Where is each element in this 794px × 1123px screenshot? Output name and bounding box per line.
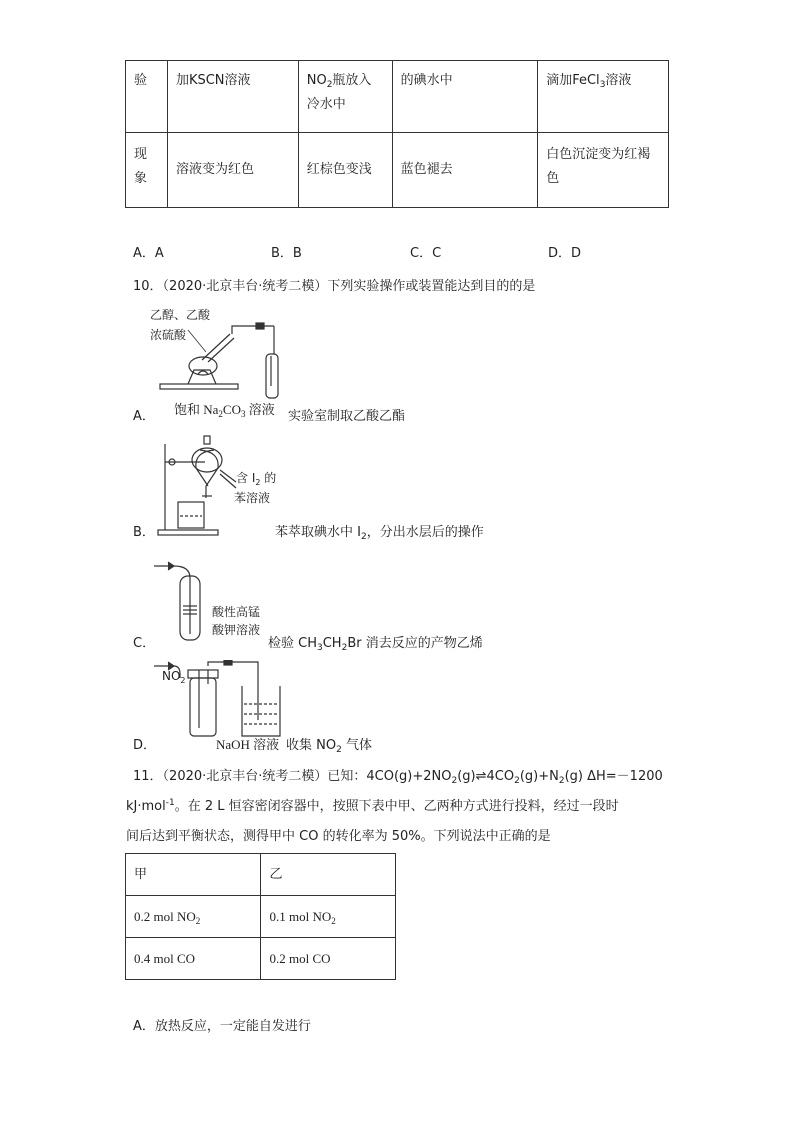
subscript: 2 xyxy=(451,776,458,786)
figure-label: 酸钾溶液 xyxy=(212,623,261,637)
option-d-text-part: 收集 NO xyxy=(286,738,337,753)
option-a: A．A xyxy=(133,246,164,261)
table-row xyxy=(126,854,396,896)
table-cell-text: 滴加FeCl xyxy=(546,73,600,88)
table-cell-text: 冷水中 xyxy=(306,97,346,112)
figure-label: 酸性高锰 xyxy=(212,605,261,619)
q11-text: 。在 2 L 恒容密闭容器中，按照下表中甲、乙两种方式进行投料，经过一段时 xyxy=(174,799,619,814)
table-cell xyxy=(261,896,396,938)
option-b-text-part: ，分出水层后的操作 xyxy=(366,525,484,540)
option-c-text-part: CH xyxy=(322,636,342,651)
table-cell xyxy=(538,133,669,208)
option-c: C．C xyxy=(410,246,442,261)
figure-label: 苯溶液 xyxy=(234,491,271,505)
option-c-text xyxy=(268,634,483,654)
caption-text: 饱和 Na xyxy=(174,402,219,417)
subscript: 2 xyxy=(558,776,565,786)
table-cell xyxy=(126,61,168,133)
subscript: 3 xyxy=(599,80,606,90)
table-cell xyxy=(298,61,392,133)
option-b-label: B． xyxy=(133,525,155,540)
ester-synthesis-apparatus xyxy=(148,304,288,414)
table-cell xyxy=(261,854,396,896)
table-cell xyxy=(298,133,392,208)
figure-label xyxy=(162,669,186,685)
option-a-text: 实验室制取乙酸乙酯 xyxy=(288,409,406,424)
table-row xyxy=(126,896,396,938)
subscript: 2 xyxy=(326,80,333,90)
table-header: 甲 xyxy=(134,866,148,882)
question-11-option-a: A．放热反应，一定能自发进行 xyxy=(133,1019,311,1034)
subscript: 2 xyxy=(255,478,261,487)
test-tube-apparatus xyxy=(150,556,280,646)
q11-text: (g)+N xyxy=(519,769,559,784)
table-cell xyxy=(126,938,261,980)
subscript: 2 xyxy=(514,776,520,786)
option-d-text-part: 气体 xyxy=(341,738,372,753)
table-cell-text: 蓝色褪去 xyxy=(400,162,453,177)
subscript: 2 xyxy=(195,915,201,926)
q11-text: (g) ΔH=－1200 xyxy=(564,769,663,784)
table-row xyxy=(126,133,669,208)
superscript: -1 xyxy=(165,798,175,808)
table-cell xyxy=(392,133,538,208)
option-c-text-part: 检验 CH xyxy=(268,636,317,651)
option-d-label: D． xyxy=(133,738,157,753)
caption-text: CO xyxy=(222,402,241,417)
gas-collection-apparatus xyxy=(150,660,290,740)
table-cell-text: NO xyxy=(306,73,327,88)
figure-label-text: NO xyxy=(162,669,181,683)
table-cell xyxy=(167,61,298,133)
table-cell-text: 现 xyxy=(134,147,148,162)
table-cell-text: 0.1 mol NO xyxy=(269,908,332,924)
subscript: 3 xyxy=(317,643,323,653)
caption-text: 溶液 xyxy=(245,402,275,417)
table-row xyxy=(126,61,669,133)
option-b-text-part: 苯萃取碘水中 I xyxy=(275,525,361,540)
table-cell xyxy=(126,854,261,896)
option-c-label: C． xyxy=(133,636,156,651)
subscript: 2 xyxy=(180,676,186,685)
q11-text: 11．（2020·北京丰台·统考二模）已知：4CO(g)+2NO xyxy=(133,769,452,784)
table-cell xyxy=(538,61,669,133)
table-cell-text: 色 xyxy=(546,171,560,186)
table-header: 乙 xyxy=(269,866,283,882)
experiment-table xyxy=(125,60,669,208)
table-cell-text: 象 xyxy=(134,171,148,186)
table-cell-text: 溶液变为红色 xyxy=(175,162,254,177)
question-11-line-2 xyxy=(126,797,619,817)
option-b: B．B xyxy=(271,246,302,261)
table-cell xyxy=(126,896,261,938)
table-cell-text: 瓶放入 xyxy=(332,73,372,88)
subscript: 2 xyxy=(341,643,348,653)
subscript: 3 xyxy=(240,409,246,419)
subscript: 2 xyxy=(218,409,223,419)
separatory-funnel-apparatus xyxy=(150,430,290,540)
figure-label-text: 的 xyxy=(260,471,277,485)
table-cell-text: 0.2 mol NO xyxy=(134,908,196,924)
table-row xyxy=(126,938,396,980)
table-cell-text: 的碘水中 xyxy=(400,73,453,88)
question-11-line-1 xyxy=(133,767,663,787)
table-cell xyxy=(167,133,298,208)
table-cell xyxy=(392,61,538,133)
figure-caption xyxy=(174,400,275,420)
table-cell-text: 红棕色变浅 xyxy=(306,162,372,177)
option-d-text xyxy=(286,736,372,756)
table-cell xyxy=(126,133,168,208)
subscript: 2 xyxy=(360,532,367,542)
option-d: D．D xyxy=(548,246,582,261)
q11-text: kJ·mol xyxy=(126,799,166,814)
option-c-text-part: Br 消去反应的产物乙烯 xyxy=(347,636,483,651)
question-11-line-3: 间后达到平衡状态，测得甲中 CO 的转化率为 50%。下列说法中正确的是 xyxy=(126,829,551,844)
table-cell-text: 加KSCN溶液 xyxy=(175,73,251,88)
table-cell-text: 白色沉淀变为红褐 xyxy=(546,147,651,162)
subscript: 2 xyxy=(331,915,336,926)
table-cell xyxy=(261,938,396,980)
option-b-text xyxy=(275,523,484,543)
table-cell-text: 0.2 mol CO xyxy=(269,950,331,966)
figure-caption: NaOH 溶液 xyxy=(216,737,280,752)
table-cell-text: 溶液 xyxy=(605,73,632,88)
figure-label-text: 含 I xyxy=(236,471,256,485)
option-a-label: A． xyxy=(133,409,155,424)
figure-label xyxy=(236,471,276,487)
table-cell-text: 验 xyxy=(134,73,148,88)
question-10-stem: 10．（2020·北京丰台·统考二模）下列实验操作或装置能达到目的的是 xyxy=(133,279,536,294)
q11-text: (g)⇌4CO xyxy=(457,769,515,784)
subscript: 2 xyxy=(336,745,342,755)
feed-table xyxy=(125,853,396,980)
figure-label: 乙醇、乙酸 xyxy=(150,308,211,322)
figure-label: 浓硫酸 xyxy=(150,328,187,342)
table-cell-text: 0.4 mol CO xyxy=(134,950,196,966)
